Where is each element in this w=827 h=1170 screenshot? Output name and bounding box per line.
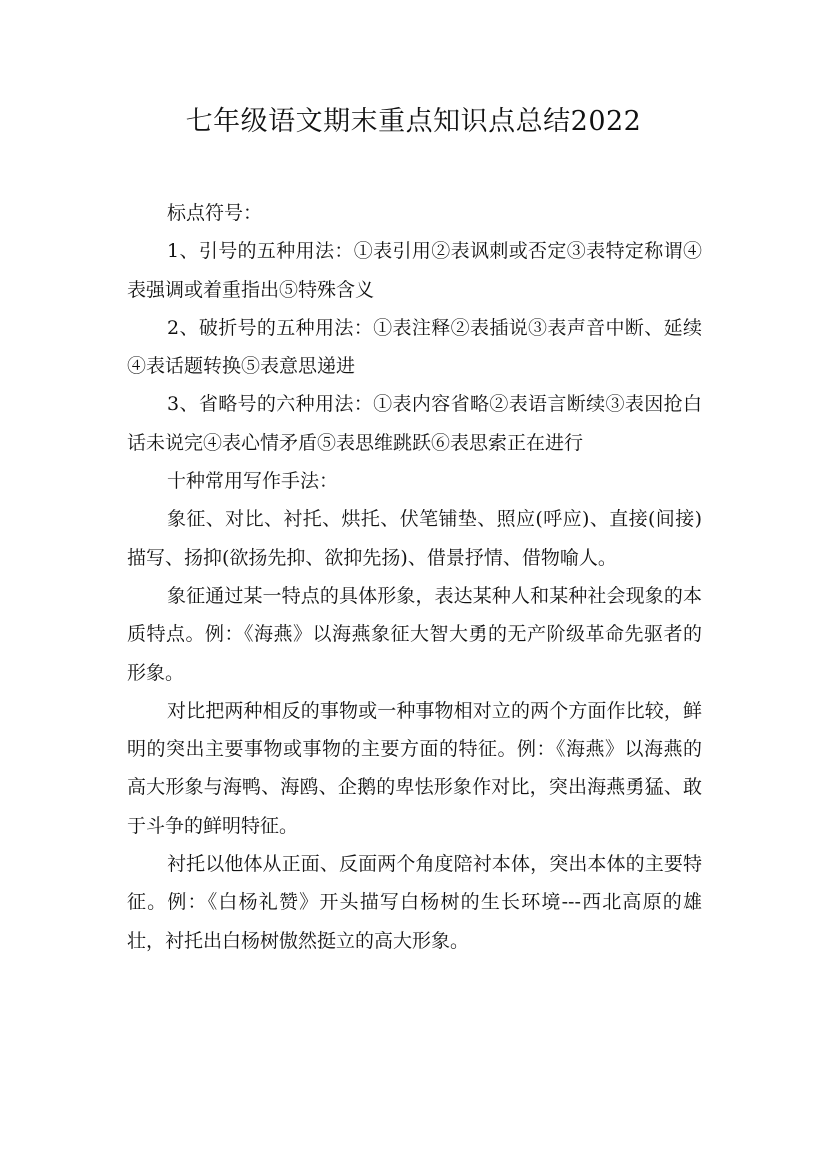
paragraph-foil: 衬托以他体从正面、反面两个角度陪衬本体，突出本体的主要特征。例：《白杨礼赞》开头描写白杨树的生长环境---西北高原的雄壮，衬托出白杨树傲然挺立的高大形象。 [127, 853, 702, 952]
paragraph-ellipsis: 3、省略号的六种用法：①表内容省略②表语言断续③表因抢白话未说完④表心情矛盾⑤表思维跳跃⑥表思索正在进行 [127, 393, 702, 454]
section-heading-writing-techniques: 十种常用写作手法： [167, 470, 339, 493]
document-body [127, 194, 702, 960]
section-heading-punctuation: 标点符号： [167, 202, 263, 224]
paragraph-techniques-list: 象征、对比、衬托、烘托、伏笔铺垫、照应(呼应)、直接(间接)描写、扬抑(欲扬先抑、欲抑先扬)、借景抒情、借物喻人。 [127, 508, 702, 569]
paragraph-quotation-marks: 1、引号的五种用法：①表引用②表讽刺或否定③表特定称谓④表强调或着重指出⑤特殊含义 [127, 240, 702, 301]
paragraph-symbolism: 象征通过某一特点的具体形象，表达某种人和某种社会现象的本质特点。例：《海燕》以海燕象征大智大勇的无产阶级革命先驱者的形象。 [127, 584, 702, 684]
paragraph-contrast: 对比把两种相反的事物或一种事物相对立的两个方面作比较，鲜明的突出主要事物或事物的主要方面的特征。例：《海燕》以海燕的高大形象与海鸭、海鸥、企鹅的卑怯形象作对比，突出海燕勇猛、敢于斗争的鲜明特征。 [127, 699, 702, 837]
paragraph-dash: 2、破折号的五种用法：①表注释②表插说③表声音中断、延续④表话题转换⑤表意思递进 [127, 316, 702, 378]
document-title: 七年级语文期末重点知识点总结2022 [185, 106, 642, 137]
